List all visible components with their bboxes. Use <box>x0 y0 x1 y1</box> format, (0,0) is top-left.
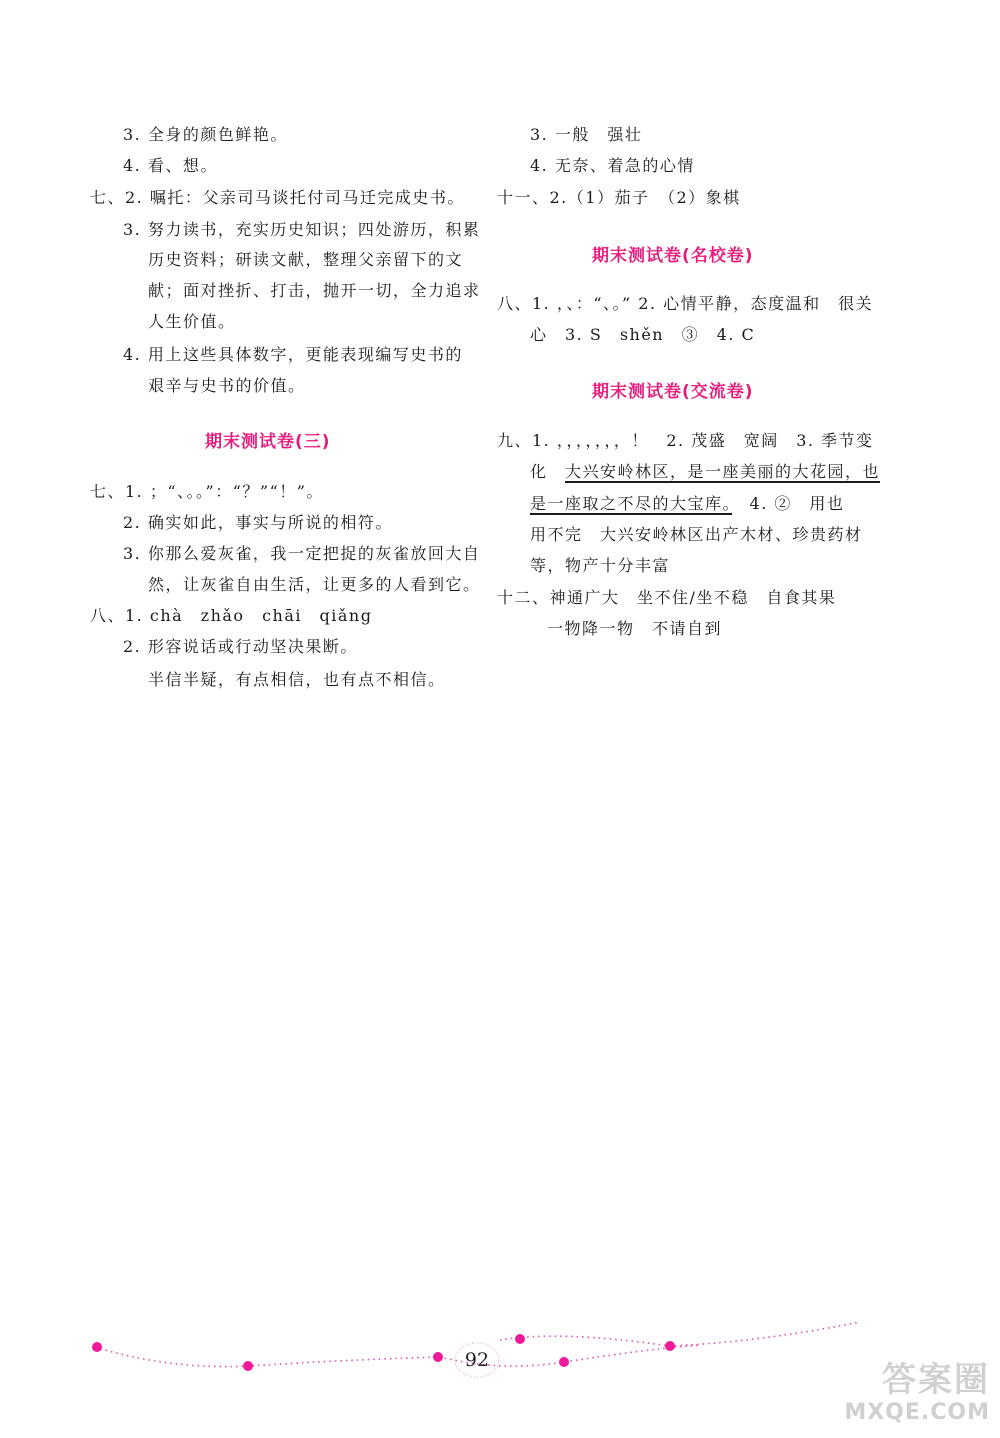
right-line-7 <box>530 461 880 483</box>
right-line-12: 一物降一物 不请自到 <box>547 619 723 638</box>
left-line-11: 2. 确实如此，事实与所说的相符。 <box>123 513 393 532</box>
footer-dot <box>92 1342 102 1352</box>
footer-dot <box>243 1361 253 1371</box>
footer-dot <box>433 1352 443 1362</box>
right-line-2: 4. 无奈、着急的心情 <box>530 156 695 175</box>
section-heading-final-3: 期末测试卷(三) <box>205 432 331 452</box>
watermark <box>800 1360 990 1430</box>
section-heading-famous-school: 期末测试卷(名校卷) <box>592 246 754 266</box>
right-line-5: 心 3. S shěn ③ 4. C <box>530 325 756 344</box>
right-line-10: 等，物产十分丰富 <box>530 556 671 575</box>
left-line-8: 4. 用上这些具体数字，更能表现编写史书的 <box>123 345 463 364</box>
left-line-4: 3. 努力读书，充实历史知识；四处游历，积累 <box>123 220 481 239</box>
section-heading-exchange: 期末测试卷(交流卷) <box>592 382 754 402</box>
dotted-wave-line-2 <box>500 1322 860 1346</box>
left-line-9: 艰辛与史书的价值。 <box>148 376 306 395</box>
dotted-wave-line-1 <box>95 1345 700 1367</box>
left-line-3: 七、2. 嘱托：父亲司马谈托付司马迁完成史书。 <box>90 188 465 207</box>
right-line-8-suffix: 4. ② 用也 <box>732 494 845 513</box>
left-line-15: 2. 形容说话或行动坚决果断。 <box>123 637 358 656</box>
right-line-4: 八、1. ，、：“、。” 2. 心情平静，态度温和 很关 <box>497 294 874 313</box>
right-line-9: 用不完 大兴安岭林区出产木材、珍贵药材 <box>530 525 863 544</box>
right-line-8 <box>530 493 844 515</box>
watermark-logo-text: 答案圈 <box>882 1360 990 1400</box>
underlined-answer-1: 大兴安岭林区，是一座美丽的大花园，也 <box>565 462 881 481</box>
underlined-answer-2: 是一座取之不尽的大宝库。 <box>530 494 733 513</box>
right-line-1: 3. 一般 强壮 <box>530 125 643 144</box>
left-line-6: 献；面对挫折、打击，抛开一切，全力追求 <box>148 281 481 300</box>
left-line-14: 八、1. chà zhǎo chāi qiǎng <box>90 606 373 625</box>
left-line-5: 历史资料；研读文献，整理父亲留下的文 <box>148 250 464 269</box>
right-line-7-prefix: 化 <box>530 462 566 481</box>
left-line-2: 4. 看、想。 <box>123 156 218 175</box>
left-line-1: 3. 全身的颜色鲜艳。 <box>123 125 288 144</box>
left-line-13: 然，让灰雀自由生活，让更多的人看到它。 <box>148 575 481 594</box>
left-line-7: 人生价值。 <box>148 312 236 331</box>
left-line-10: 七、1. ；“、。。”：“？”“！”。 <box>90 482 324 501</box>
footer-dot <box>515 1334 525 1344</box>
page-number: 92 <box>464 1349 490 1371</box>
footer-dot <box>665 1341 675 1351</box>
right-line-3: 十一、2.（1）茄子 （2）象棋 <box>497 188 741 207</box>
right-line-6: 九、1. ，，，，，，，！ 2. 茂盛 宽阔 3. 季节变 <box>497 431 874 450</box>
left-line-12: 3. 你那么爱灰雀，我一定把捉的灰雀放回大自 <box>123 544 481 563</box>
footer-dot <box>559 1357 569 1367</box>
watermark-url: MXQE.COM <box>844 1400 990 1425</box>
left-line-16: 半信半疑，有点相信，也有点不相信。 <box>148 670 446 689</box>
right-line-11: 十二、神通广大 坐不住/坐不稳 自食其果 <box>497 588 837 607</box>
